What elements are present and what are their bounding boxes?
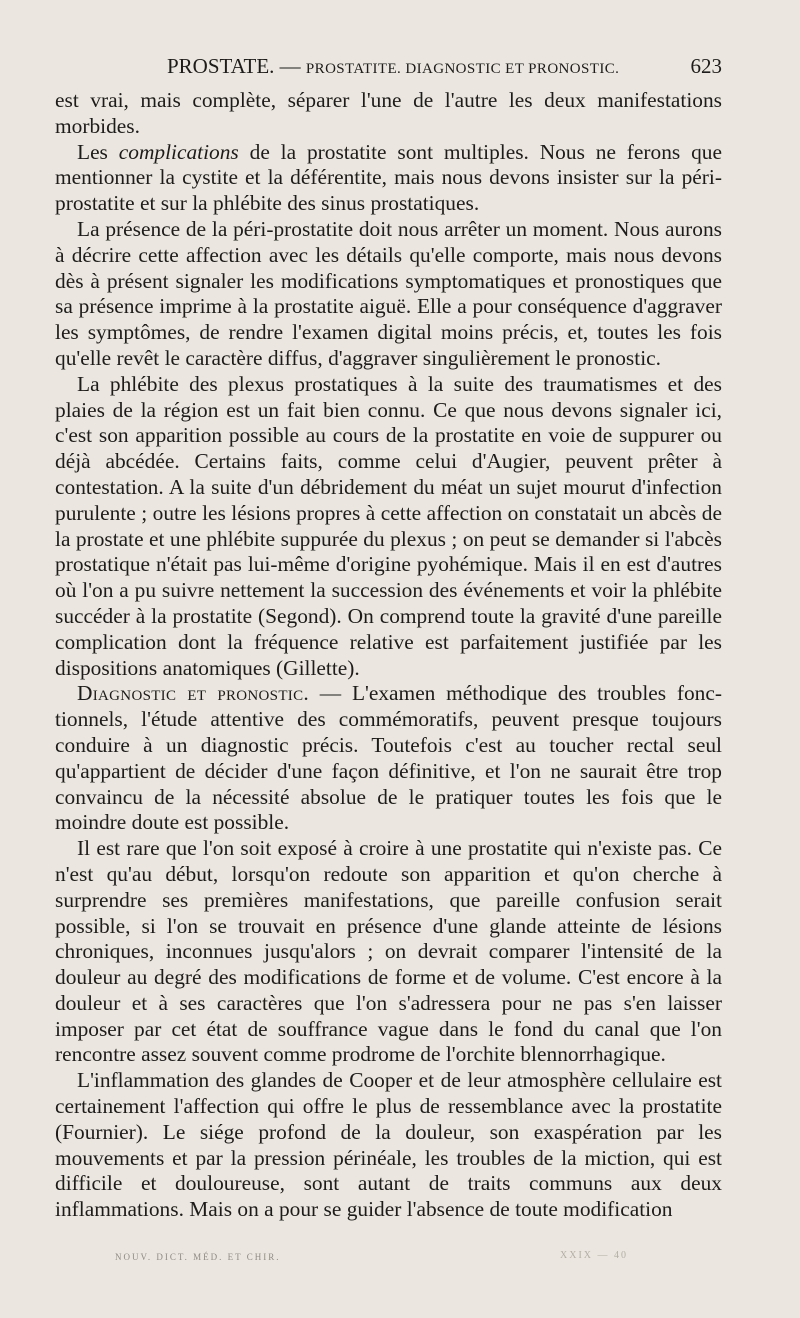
body-text <box>55 88 722 1223</box>
paragraph-6: Il est rare que l'on soit exposé à croire à une prostatite qui n'existe pas. Ce n'est qu'au début, lorsqu'on redoute son apparition et qu'on cherche à surprendre ses premières manifestations, que pareille confusion serait possible, si l'on se trouvait en présence d'une glande atteinte de lésions chroniques, inconnues jusqu'alors ; on devrait comparer l'intensité de la douleur au degré des modifications de forme et de volume. C'est encore à la douleur et à ses caractères que l'on s'adressera pour ne pas s'en laisser imposer par cet état de souffrance vague dans le fond du canal que l'on rencontre assez souvent comme prodrome de l'orchite blennorrhagique. <box>55 836 722 1067</box>
paragraph-2-emphasis: complications <box>118 139 239 164</box>
paragraph-7: L'inflammation des glandes de Cooper et de leur atmosphère cellulaire est certainement l'affection qui offre le plus de ressemblance avec la prostatite (Fournier). Le siége profond de la douleur, son exaspération par les mouvements et par la pression périnéale, les troubles de la miction, qui est difficile et douloureuse, sont autant de traits communs aux deux inflammations. Mais on a pour se guider l'absence de toute modification <box>55 1068 722 1222</box>
paragraph-2-start: Les <box>77 139 119 164</box>
header-dash: — <box>279 54 301 78</box>
header-title: PROSTATE. <box>167 54 275 78</box>
paragraph-3: La présence de la péri-prostatite doit nous arrêter un moment. Nous aurons à décrire cette affection avec les détails qu'elle comporte, mais nous devons dès à présent signaler les modifications symptomatiques et pronostiques que sa présence imprime à la prostatite aiguë. Elle a pour conséquence d'aggraver les symptômes, de rendre l'examen digital moins précis, et, toutes les fois qu'elle revêt le caractère diffus, d'aggraver singulièrement le pronostic. <box>55 216 722 370</box>
header-subtitle: PROSTATITE. DIAGNOSTIC ET PRONOSTIC. <box>305 61 620 77</box>
paragraph-5 <box>55 681 722 836</box>
sheet-mark: XXIX — 40 <box>560 1250 628 1261</box>
running-header <box>55 50 722 82</box>
page-number: 623 <box>690 54 722 78</box>
paragraph-5-text: — L'examen méthodique des troubles fonctionnels, l'étude attentive des commémoratifs, peuvent presque toujours conduire à un diagnostic précis. Toutefois c'est au toucher rectal seul qu'appartient de décider d'une façon définitive, et l'on ne saurait être trop convaincu de la nécessité absolue de le pratiquer toutes les fois que le moindre doute est possible. <box>55 681 722 835</box>
signature-mark: NOUV. DICT. MÉD. ET CHIR. <box>115 1252 281 1262</box>
paragraph-4: La phlébite des plexus prostatiques à la suite des traumatismes et des plaies de la région est un fait bien connu. Ce que nous devons signaler ici, c'est son apparition possible au cours de la prostatite en voie de suppurer ou déjà abcédée. Certains faits, comme celui d'Augier, peuvent prêter à contestation. A la suite d'un débridement du méat un sujet mourut d'infection purulente ; outre les lésions propres à cette affection on constatait un abcès de la prostate et une phlébite suppurée du plexus ; on peut se demander si l'abcès prostatique n'était pas lui-même d'origine pyohémique. Mais il en est d'autres où l'on a pu suivre nettement la succession des événements et voir la phlébite succéder à la prostatite (Segond). On comprend toute la gravité d'une pareille complication dont la fréquence relative est parfaitement justifiée par les dispositions anatomiques (Gillette). <box>55 371 722 680</box>
header-title-group <box>167 50 619 85</box>
paragraph-1: est vrai, mais complète, séparer l'une de l'autre les deux manifestations morbides. <box>55 88 722 138</box>
paragraph-2 <box>55 140 722 217</box>
section-heading-diagnostic: Diagnostic et pronostic. <box>77 681 310 706</box>
paragraph-2-rest: de la prostatite sont multiples. Nous ne ferons que mentionner la cystite et la déférentite, mais nous devons insister sur la péri-prostatite et sur la phlébite des sinus prostatiques. <box>55 139 722 216</box>
